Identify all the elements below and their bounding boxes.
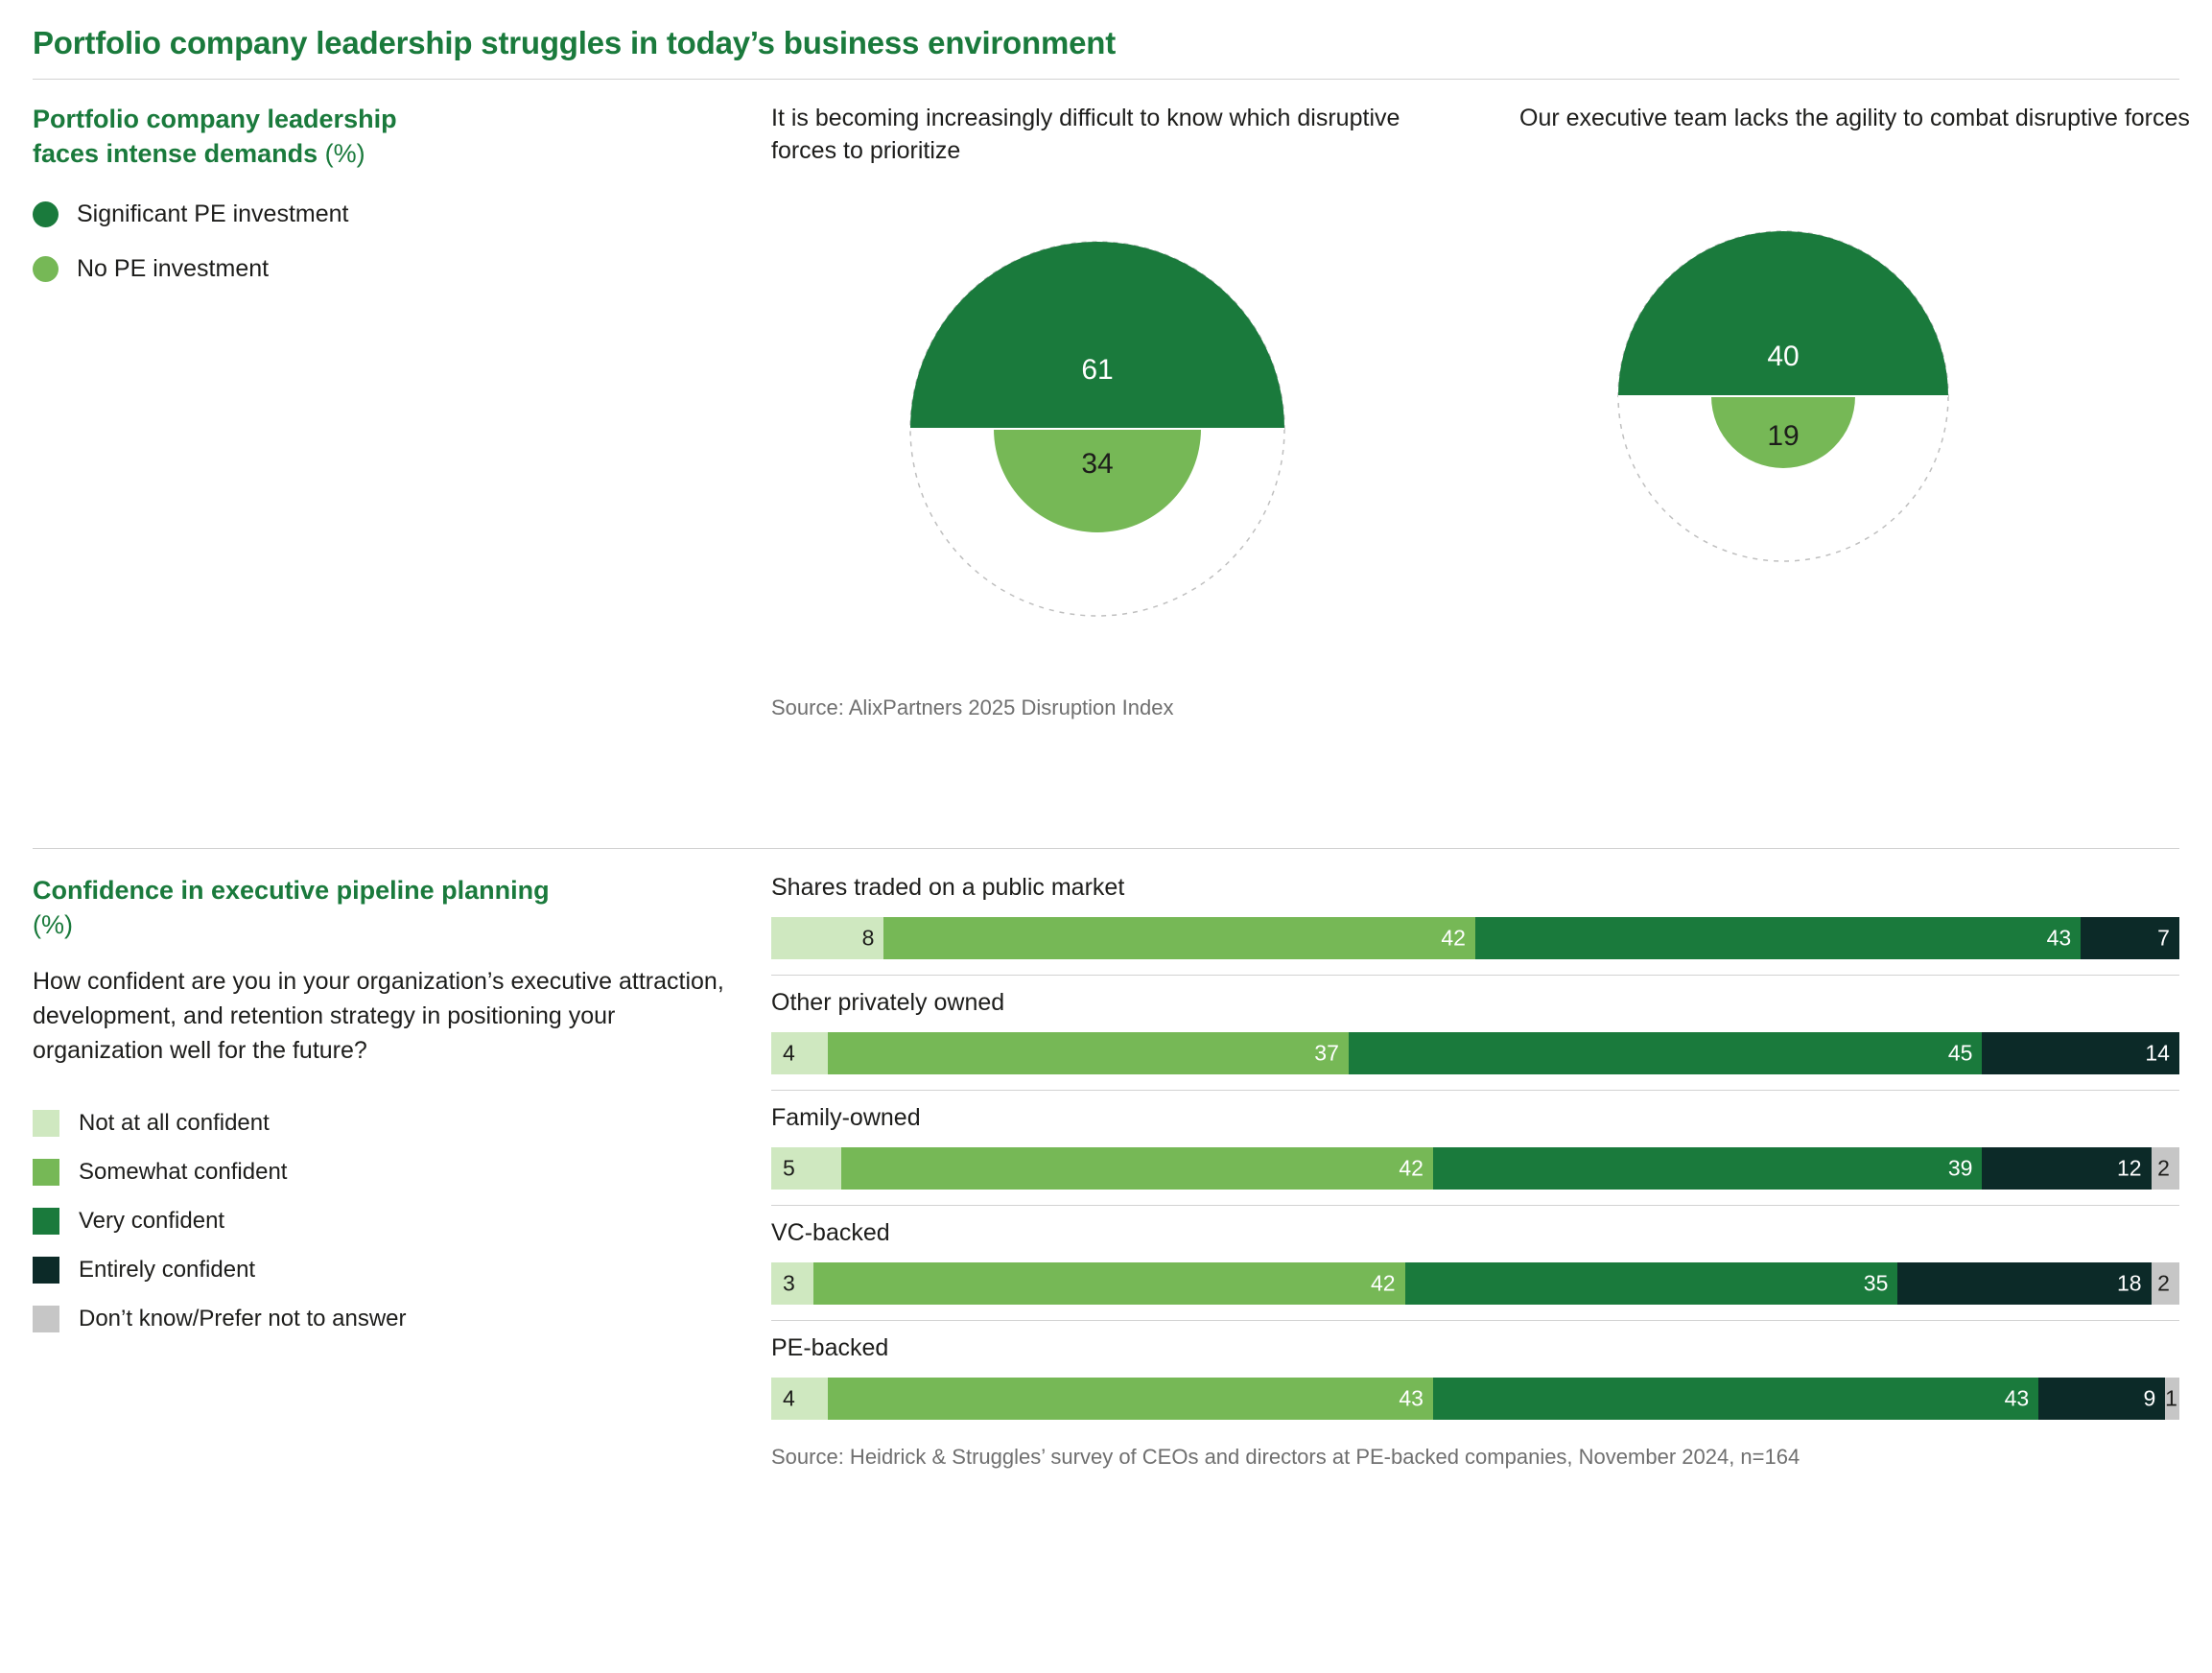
stacked-bar xyxy=(771,1378,2179,1420)
top-section xyxy=(33,103,2190,832)
legend-swatch-icon xyxy=(33,1208,59,1235)
legend-item-label: Significant PE investment xyxy=(77,200,349,228)
bar-value: 42 xyxy=(1441,925,1466,951)
top-section-title-unit: (%) xyxy=(324,139,365,169)
bar-segment-entirely xyxy=(2038,1378,2165,1420)
bar-divider xyxy=(771,1320,2179,1321)
section-divider xyxy=(33,848,2179,849)
bar-value: 12 xyxy=(2117,1155,2142,1181)
bottom-section-title-unit: (%) xyxy=(33,910,73,940)
bar-divider xyxy=(771,1090,2179,1091)
bar-segment-very xyxy=(1475,917,2081,959)
stacked-bar xyxy=(771,1032,2179,1074)
page-title: Portfolio company leadership struggles in today’s business environment xyxy=(33,25,1117,60)
bottom-source-note: Source: Heidrick & Struggles’ survey of CEOs and directors at PE-backed companies, November 2024, n=164 xyxy=(771,1445,1800,1470)
legend-item xyxy=(33,1208,733,1235)
gauge-chart-1 xyxy=(771,103,1519,832)
bar-segment-somewhat xyxy=(841,1147,1433,1190)
legend-dot-icon xyxy=(33,256,59,282)
bar-segment-entirely xyxy=(1982,1147,2151,1190)
gauge-2-title: Our executive team lacks the agility to combat disruptive forces xyxy=(1519,105,2190,132)
bar-value: 45 xyxy=(1947,1040,1973,1066)
bar-group xyxy=(771,989,2179,1074)
bar-value: 42 xyxy=(1399,1155,1424,1181)
bar-segment-somewhat xyxy=(828,1032,1349,1074)
legend-item-label: Entirely confident xyxy=(79,1257,256,1284)
bottom-right-panel xyxy=(771,874,2179,1470)
bar-value: 39 xyxy=(1947,1155,1973,1181)
stacked-bar xyxy=(771,917,2179,959)
bar-value: 2 xyxy=(2157,1270,2170,1296)
bar-category-label: Shares traded on a public market xyxy=(771,874,1125,902)
legend-swatch-icon xyxy=(33,1159,59,1186)
legend-item xyxy=(33,1110,733,1137)
bar-value: 42 xyxy=(1370,1270,1396,1296)
gauge-chart-2 xyxy=(1519,103,2212,832)
bottom-section xyxy=(33,874,2179,1470)
gauge-1-title: It is becoming increasingly difficult to know which disruptive forces to prioritize xyxy=(771,105,1400,164)
bottom-section-title xyxy=(33,874,733,943)
bottom-section-title-text: Confidence in executive pipeline planning xyxy=(33,876,550,906)
bar-value: 14 xyxy=(2145,1040,2170,1066)
legend-item-label: Somewhat confident xyxy=(79,1159,288,1186)
legend-item xyxy=(33,1306,733,1332)
bar-value: 1 xyxy=(2165,1385,2177,1411)
gauge-1-value-nonpe: 34 xyxy=(1081,447,1114,480)
bar-segment-dont-know xyxy=(2165,1378,2179,1420)
bar-value: 35 xyxy=(1863,1270,1889,1296)
gauge-1-canvas xyxy=(781,179,1414,717)
bar-value: 4 xyxy=(783,1385,795,1411)
legend-item xyxy=(33,1257,733,1284)
title-divider xyxy=(33,79,2179,80)
bar-value: 8 xyxy=(861,925,875,951)
bar-segment-very xyxy=(1405,1262,1898,1305)
bar-segment-very xyxy=(1349,1032,1983,1074)
bar-group xyxy=(771,1219,2179,1305)
bar-segment-not-at-all xyxy=(771,1032,828,1074)
gauge-2-value-pe: 40 xyxy=(1767,341,1800,372)
bar-value: 7 xyxy=(2157,925,2170,951)
top-legend xyxy=(33,200,771,283)
bar-group xyxy=(771,1104,2179,1190)
stacked-bar xyxy=(771,1262,2179,1305)
bar-segment-not-at-all xyxy=(771,1378,828,1420)
top-section-title-line2: faces intense demands xyxy=(33,139,318,169)
bar-segment-not-at-all xyxy=(771,1147,841,1190)
bar-value: 37 xyxy=(1314,1040,1339,1066)
bar-divider xyxy=(771,975,2179,976)
legend-swatch-icon xyxy=(33,1257,59,1284)
gauge-2-svg xyxy=(1519,147,2153,684)
bar-segment-somewhat xyxy=(883,917,1475,959)
bar-segment-dont-know xyxy=(2152,1147,2179,1190)
bar-category-label: Other privately owned xyxy=(771,989,1005,1017)
bar-segment-somewhat xyxy=(828,1378,1433,1420)
bar-category-label: VC-backed xyxy=(771,1219,890,1247)
top-left-panel xyxy=(33,103,771,832)
bar-segment-entirely xyxy=(1897,1262,2151,1305)
bar-segment-entirely xyxy=(2081,917,2179,959)
bar-segment-not-at-all xyxy=(771,1262,813,1305)
bar-category-label: Family-owned xyxy=(771,1104,921,1132)
bar-group xyxy=(771,874,2179,959)
bar-group xyxy=(771,1334,2179,1420)
top-source-note: Source: AlixPartners 2025 Disruption Index xyxy=(771,695,1174,719)
legend-item xyxy=(33,200,771,228)
bar-segment-dont-know xyxy=(2152,1262,2179,1305)
legend-swatch-icon xyxy=(33,1306,59,1332)
legend-item-label: No PE investment xyxy=(77,255,270,283)
bar-value: 43 xyxy=(1399,1385,1424,1411)
survey-question: How confident are you in your organization’s executive attraction, development, and retention strategy in positioning your organization well for the future? xyxy=(33,968,724,1065)
bottom-legend xyxy=(33,1110,733,1332)
bar-value: 4 xyxy=(783,1040,795,1066)
bottom-left-panel xyxy=(33,874,771,1470)
bar-segment-entirely xyxy=(1982,1032,2179,1074)
gauge-2-canvas xyxy=(1519,147,2153,684)
bar-value: 3 xyxy=(783,1270,795,1296)
gauge-2-value-nonpe: 19 xyxy=(1767,420,1800,452)
legend-swatch-icon xyxy=(33,1110,59,1137)
bar-category-label: PE-backed xyxy=(771,1334,889,1362)
bar-divider xyxy=(771,1205,2179,1206)
legend-item xyxy=(33,1159,733,1186)
bar-segment-very xyxy=(1433,1378,2038,1420)
bar-value: 2 xyxy=(2157,1155,2170,1181)
bar-value: 9 xyxy=(2143,1385,2156,1411)
bar-segment-somewhat xyxy=(813,1262,1405,1305)
legend-item-label: Not at all confident xyxy=(79,1110,270,1137)
bar-value: 43 xyxy=(2046,925,2072,951)
legend-item xyxy=(33,255,771,283)
bar-segment-not-at-all xyxy=(771,917,883,959)
bar-value: 5 xyxy=(783,1155,795,1181)
top-section-title xyxy=(33,103,771,172)
legend-item-label: Very confident xyxy=(79,1208,225,1235)
stacked-bar xyxy=(771,1147,2179,1190)
legend-dot-icon xyxy=(33,201,59,227)
bar-value: 43 xyxy=(2004,1385,2030,1411)
bar-segment-very xyxy=(1433,1147,1983,1190)
legend-item-label: Don’t know/Prefer not to answer xyxy=(79,1306,407,1332)
bar-value: 18 xyxy=(2117,1270,2142,1296)
gauge-1-value-pe: 61 xyxy=(1081,353,1114,386)
top-section-title-line1: Portfolio company leadership xyxy=(33,105,397,134)
top-right-panel xyxy=(771,103,2212,832)
